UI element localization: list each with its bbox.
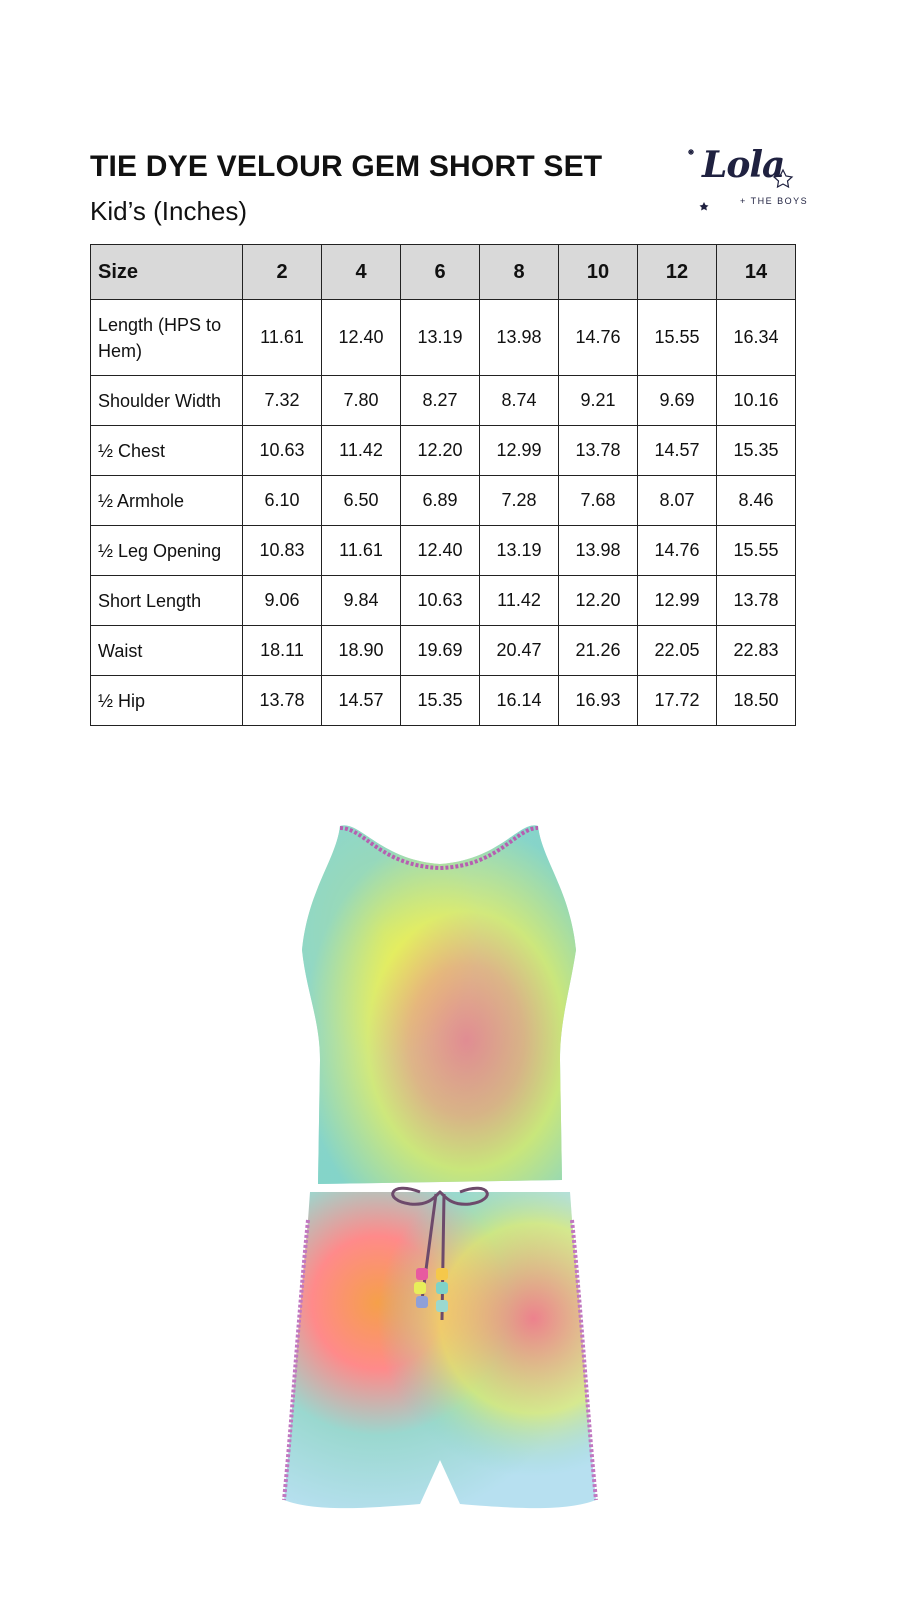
table-cell: 7.80: [322, 376, 401, 426]
table-cell: 10.83: [243, 526, 322, 576]
table-cell: 12.99: [638, 576, 717, 626]
header-cell: 4: [322, 245, 401, 300]
table-cell: 22.83: [717, 626, 796, 676]
row-label: ½ Hip: [91, 676, 243, 726]
table-cell: 12.40: [401, 526, 480, 576]
header-cell: 6: [401, 245, 480, 300]
table-cell: 7.68: [559, 476, 638, 526]
table-cell: 9.06: [243, 576, 322, 626]
table-cell: 18.50: [717, 676, 796, 726]
table-cell: 16.34: [717, 300, 796, 376]
brand-logo: [688, 140, 818, 220]
table-cell: 8.27: [401, 376, 480, 426]
table-cell: 11.42: [322, 426, 401, 476]
table-row: [91, 476, 796, 526]
header-cell: 10: [559, 245, 638, 300]
header-cell: 2: [243, 245, 322, 300]
table-cell: 14.57: [322, 676, 401, 726]
table-cell: 13.78: [243, 676, 322, 726]
header-cell: 14: [717, 245, 796, 300]
table-cell: 17.72: [638, 676, 717, 726]
product-image: [270, 820, 610, 1540]
table-cell: 6.89: [401, 476, 480, 526]
header-cell: Size: [91, 245, 243, 300]
table-cell: 14.57: [638, 426, 717, 476]
table-cell: 18.11: [243, 626, 322, 676]
table-cell: 9.69: [638, 376, 717, 426]
page-subtitle: Kid’s (Inches): [90, 196, 248, 226]
table-cell: 11.61: [322, 526, 401, 576]
table-cell: 8.07: [638, 476, 717, 526]
table-cell: 15.55: [717, 526, 796, 576]
table-cell: 8.74: [480, 376, 559, 426]
table-cell: 20.47: [480, 626, 559, 676]
table-row: [91, 626, 796, 676]
table-cell: 11.42: [480, 576, 559, 626]
table-cell: 16.14: [480, 676, 559, 726]
table-cell: 22.05: [638, 626, 717, 676]
table-cell: 7.32: [243, 376, 322, 426]
table-cell: 14.76: [638, 526, 717, 576]
logo-subtext: + THE BOYS: [740, 196, 809, 206]
logo-wordmark: Lola: [702, 144, 785, 186]
table-row: [91, 576, 796, 626]
table-cell: 13.78: [717, 576, 796, 626]
table-cell: 12.20: [559, 576, 638, 626]
table-cell: 12.20: [401, 426, 480, 476]
table-row: [91, 426, 796, 476]
table-cell: 12.99: [480, 426, 559, 476]
table-cell: 15.35: [401, 676, 480, 726]
table-cell: 10.16: [717, 376, 796, 426]
table-cell: 13.78: [559, 426, 638, 476]
table-cell: 15.55: [638, 300, 717, 376]
table-cell: 16.93: [559, 676, 638, 726]
table-cell: 9.84: [322, 576, 401, 626]
table-cell: 10.63: [401, 576, 480, 626]
table-cell: 11.61: [243, 300, 322, 376]
table-cell: 10.63: [243, 426, 322, 476]
table-cell: 13.98: [480, 300, 559, 376]
table-row: [91, 300, 796, 376]
table-row: [91, 376, 796, 426]
size-chart-table: [90, 244, 796, 726]
table-cell: 13.19: [480, 526, 559, 576]
table-cell: 14.76: [559, 300, 638, 376]
table-header-row: [91, 245, 796, 300]
row-label: ½ Leg Opening: [91, 526, 243, 576]
table-cell: 13.98: [559, 526, 638, 576]
header-cell: 12: [638, 245, 717, 300]
table-cell: 6.50: [322, 476, 401, 526]
table-cell: 18.90: [322, 626, 401, 676]
header-cell: 8: [480, 245, 559, 300]
table-cell: 12.40: [322, 300, 401, 376]
table-cell: 19.69: [401, 626, 480, 676]
row-label: ½ Armhole: [91, 476, 243, 526]
table-cell: 8.46: [717, 476, 796, 526]
table-row: [91, 526, 796, 576]
table-cell: 9.21: [559, 376, 638, 426]
table-cell: 21.26: [559, 626, 638, 676]
tie-dye-short-set-illustration: [270, 820, 610, 1540]
row-label: Length (HPS to Hem): [91, 300, 243, 376]
table-cell: 6.10: [243, 476, 322, 526]
table-cell: 15.35: [717, 426, 796, 476]
row-label: Shoulder Width: [91, 376, 243, 426]
table-cell: 13.19: [401, 300, 480, 376]
page-title: TIE DYE VELOUR GEM SHORT SET: [90, 150, 603, 183]
row-label: Short Length: [91, 576, 243, 626]
row-label: ½ Chest: [91, 426, 243, 476]
table-cell: 7.28: [480, 476, 559, 526]
table-row: [91, 676, 796, 726]
row-label: Waist: [91, 626, 243, 676]
